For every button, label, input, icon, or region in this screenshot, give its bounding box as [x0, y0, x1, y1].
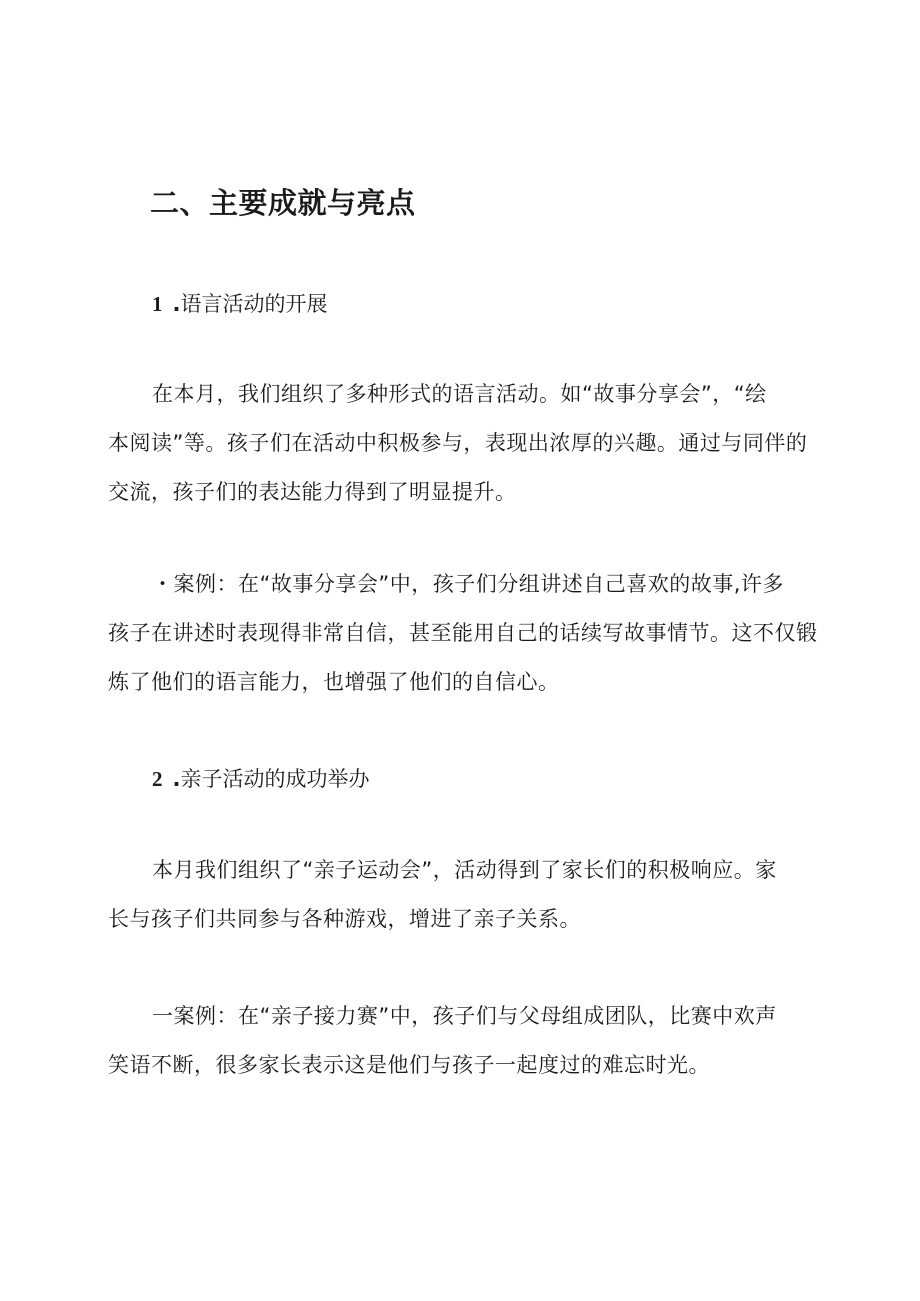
item-dot: .	[172, 767, 181, 791]
item-title: 语言活动的开展	[180, 292, 328, 316]
paragraph-line: 在本月，我们组织了多种形式的语言活动。如“故事分享会”，“绘	[152, 382, 767, 406]
item-number: 2	[152, 767, 163, 791]
paragraph-line: 本阅读”等。孩子们在活动中积极参与，表现出浓厚的兴趣。通过与同伴的	[108, 431, 808, 455]
item-title: 亲子活动的成功举办	[180, 767, 370, 791]
paragraph-line: 长与孩子们共同参与各种游戏，增进了亲子关系。	[108, 907, 581, 931]
subheading-parent-child-activities	[152, 766, 369, 792]
item-number: 1	[152, 292, 163, 316]
paragraph-line: 交流，孩子们的表达能力得到了明显提升。	[108, 480, 517, 504]
case-line: ・案例：在“故事分享会”中，孩子们分组讲述自己喜欢的故事,许多	[152, 572, 784, 596]
case-line: 笑语不断，很多家长表示这是他们与孩子一起度过的难忘时光。	[108, 1053, 710, 1077]
case-line: 一案例：在“亲子接力赛”中，孩子们与父母组成团队，比赛中欢声	[152, 1004, 777, 1028]
paragraph-line: 本月我们组织了“亲子运动会”，活动得到了家长们的积极响应。家	[152, 858, 777, 882]
item-dot: .	[172, 292, 181, 316]
subheading-language-activities	[152, 291, 327, 317]
case-line: 炼了他们的语言能力，也增强了他们的自信心。	[108, 670, 560, 694]
section-heading: 二、主要成就与亮点	[150, 186, 416, 220]
case-line: 孩子在讲述时表现得非常自信，甚至能用自己的话续写故事情节。这不仅锻	[108, 621, 818, 645]
